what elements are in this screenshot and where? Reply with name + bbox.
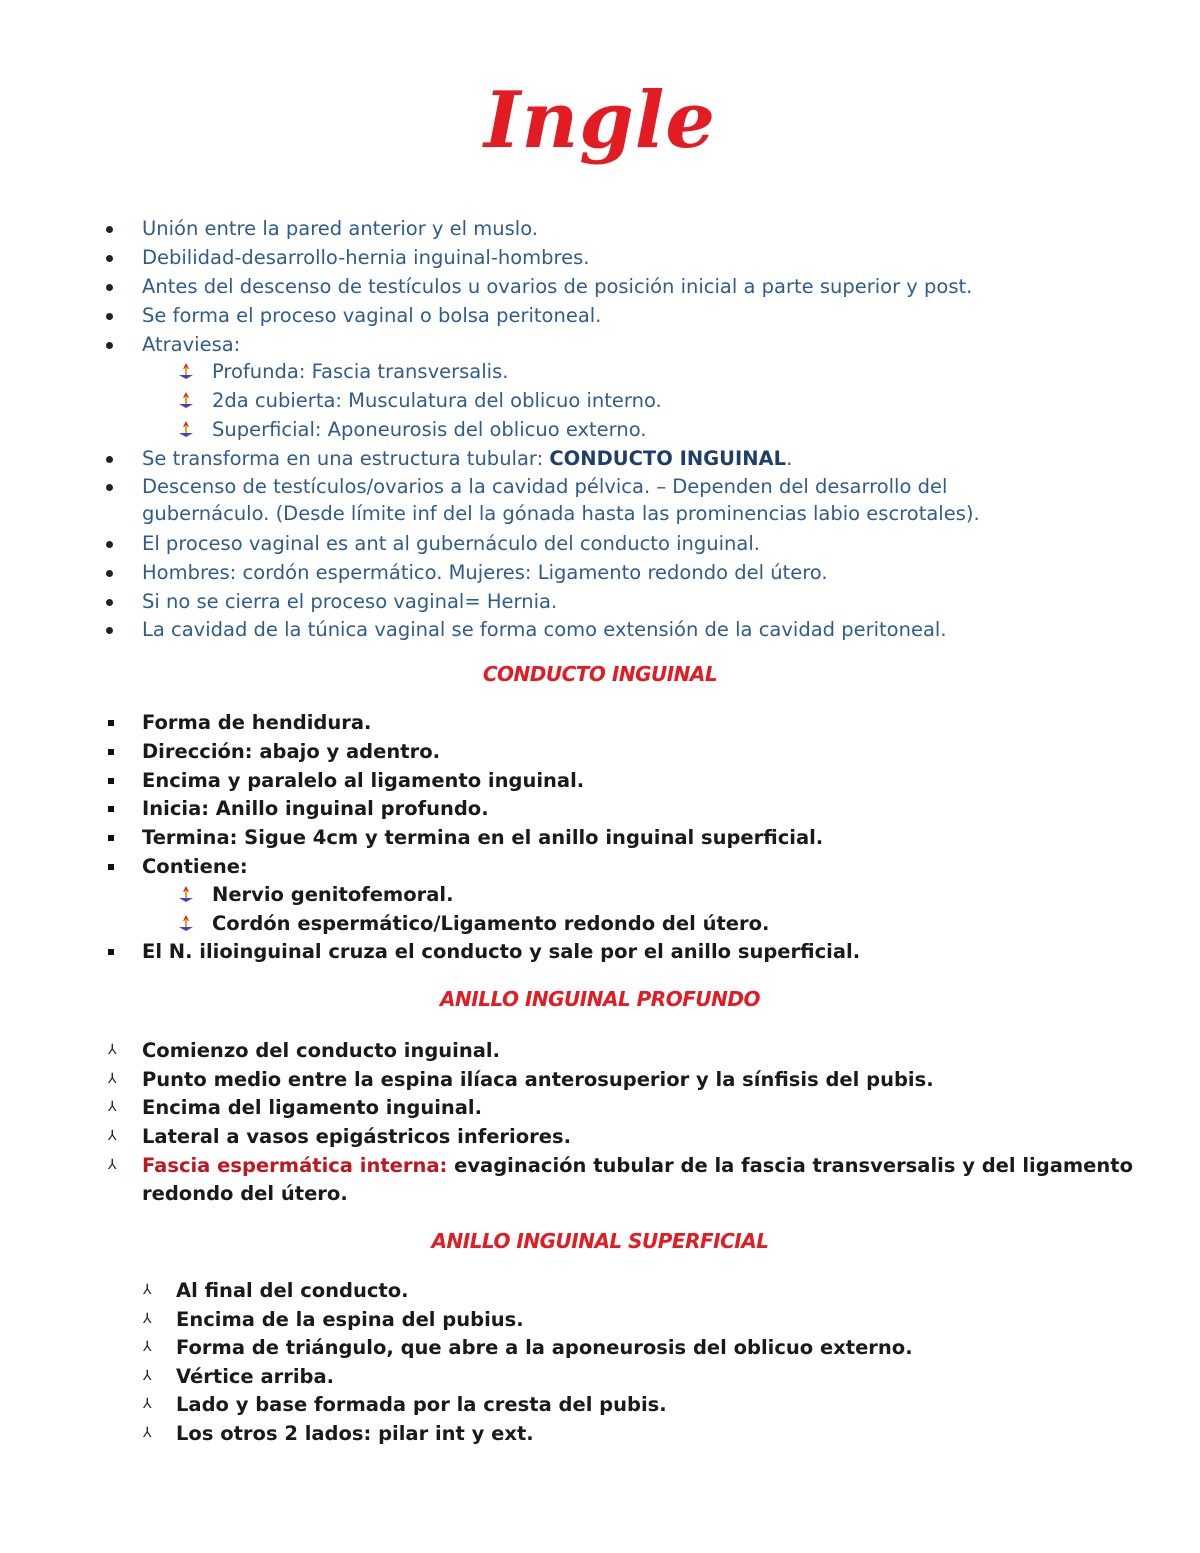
tri-arrow-icon: ⅄ [108,1042,117,1058]
list-item-continued: redondo del útero. [142,1182,348,1205]
list-item: Atraviesa: [142,333,241,356]
list-item: La cavidad de la túnica vaginal se forma como extensión de la cavidad peritoneal. [142,618,947,641]
colored-arrow-icon [176,390,196,410]
list-item: Cordón espermático/Ligamento redondo del útero. [212,912,770,935]
bullet-dot-icon [106,484,113,491]
bullet-dot-icon [106,284,113,291]
list-item: Debilidad-desarrollo-hernia inguinal-hombres. [142,246,590,269]
tri-arrow-icon: ⅄ [143,1311,152,1327]
list-item: Encima de la espina del pubius. [176,1308,524,1331]
bullet-dot-icon [106,627,113,634]
square-bullet-icon [108,749,114,755]
list-item: El proceso vaginal es ant al gubernáculo del conducto inguinal. [142,532,760,555]
bullet-dot-icon [106,313,113,320]
list-item: Unión entre la pared anterior y el muslo. [142,217,538,240]
list-item: Comienzo del conducto inguinal. [142,1039,500,1062]
list-item [142,1154,1133,1178]
list-item: Forma de triángulo, que abre a la aponeurosis del oblicuo externo. [176,1336,913,1359]
page-title: Ingle [484,75,716,166]
list-item-continued: gubernáculo. (Desde límite inf del la gónada hasta las prominencias labio escrotales). [142,502,980,525]
tri-arrow-icon: ⅄ [143,1282,152,1298]
tri-arrow-icon: ⅄ [143,1425,152,1441]
square-bullet-icon [108,806,114,812]
list-item: Se forma el proceso vaginal o bolsa peritoneal. [142,304,602,327]
tri-arrow-icon: ⅄ [108,1128,117,1144]
tri-arrow-icon: ⅄ [143,1368,152,1384]
list-item: Profunda: Fascia transversalis. [212,360,509,383]
section-heading-profundo: ANILLO INGUINAL PROFUNDO [440,987,760,1011]
bullet-dot-icon [106,599,113,606]
section-heading-conducto: CONDUCTO INGUINAL [482,662,718,686]
colored-arrow-icon [176,884,196,904]
list-item: Vértice arriba. [176,1365,335,1388]
bullet-dot-icon [106,456,113,463]
list-item: Hombres: cordón espermático. Mujeres: Ligamento redondo del útero. [142,561,828,584]
list-item: Inicia: Anillo inguinal profundo. [142,797,489,820]
square-bullet-icon [108,720,114,726]
list-item: Descenso de testículos/ovarios a la cavidad pélvica. – Dependen del desarrollo del [142,475,948,498]
tubular-prefix: Se transforma en una estructura tubular: [142,447,550,470]
list-item: Dirección: abajo y adentro. [142,740,440,763]
list-item: Lado y base formada por la cresta del pubis. [176,1393,667,1416]
tri-arrow-icon: ⅄ [108,1071,117,1087]
bullet-dot-icon [106,541,113,548]
list-item: Superficial: Aponeurosis del oblicuo externo. [212,418,647,441]
tri-arrow-icon: ⅄ [108,1099,117,1115]
list-item: 2da cubierta: Musculatura del oblicuo interno. [212,389,662,412]
list-item [142,447,792,471]
tri-arrow-icon: ⅄ [143,1339,152,1355]
colored-arrow-icon [176,913,196,933]
fascia-text: evaginación tubular de la fascia transversalis y del ligamento [447,1154,1133,1177]
list-item: Encima del ligamento inguinal. [142,1096,483,1119]
square-bullet-icon [108,864,114,870]
bullet-dot-icon [106,342,113,349]
colored-arrow-icon [176,361,196,381]
square-bullet-icon [108,949,114,955]
tri-arrow-icon: ⅄ [108,1157,117,1173]
list-item: Forma de hendidura. [142,711,372,734]
square-bullet-icon [108,778,114,784]
list-item: Lateral a vasos epigástricos inferiores. [142,1125,571,1148]
tri-arrow-icon: ⅄ [143,1396,152,1412]
colored-arrow-icon [176,419,196,439]
list-item: Antes del descenso de testículos u ovarios de posición inicial a parte superior y post. [142,275,973,298]
list-item: Termina: Sigue 4cm y termina en el anillo inguinal superficial. [142,826,824,849]
list-item: Contiene: [142,855,248,878]
list-item: El N. ilioinguinal cruza el conducto y sale por el anillo superficial. [142,940,861,963]
bullet-dot-icon [106,570,113,577]
list-item: Punto medio entre la espina ilíaca anterosuperior y la sínfisis del pubis. [142,1068,934,1091]
square-bullet-icon [108,835,114,841]
list-item: Nervio genitofemoral. [212,883,454,906]
bullet-dot-icon [106,255,113,262]
list-item: Encima y paralelo al ligamento inguinal. [142,769,585,792]
bullet-dot-icon [106,226,113,233]
list-item: Al final del conducto. [176,1279,409,1302]
list-item: Si no se cierra el proceso vaginal= Hernia. [142,590,558,613]
section-heading-superficial: ANILLO INGUINAL SUPERFICIAL [431,1229,769,1253]
tubular-suffix: . [786,447,793,470]
fascia-label: Fascia espermática interna: [142,1154,448,1177]
tubular-bold: CONDUCTO INGUINAL [549,447,787,470]
list-item: Los otros 2 lados: pilar int y ext. [176,1422,534,1445]
